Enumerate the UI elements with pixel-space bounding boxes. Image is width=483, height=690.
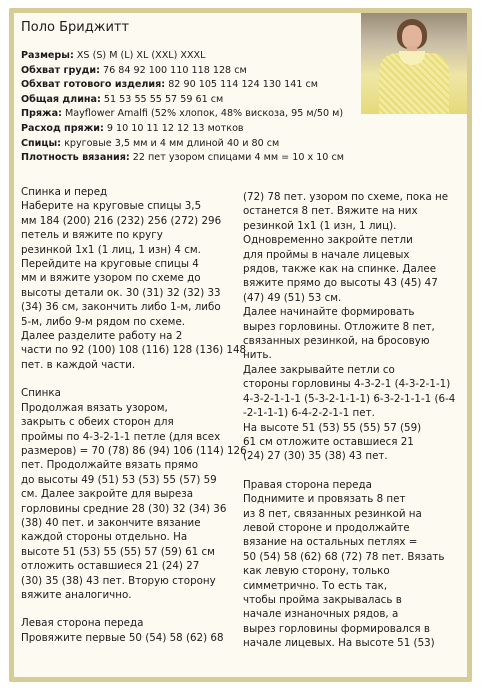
- text-line: Одновременно закройте петли: [243, 234, 413, 247]
- spec-row: [21, 78, 361, 93]
- spec-label: Обхват груди:: [21, 64, 100, 76]
- text-line: петель и вяжите по кругу: [21, 229, 163, 242]
- text-line: части по 92 (100) 108 (116) 128 (136) 148: [21, 344, 247, 357]
- text-line: (47) 49 (51) 53 см.: [243, 291, 342, 304]
- text-line: симметрично. То есть так,: [243, 579, 388, 592]
- left-column: [21, 185, 247, 659]
- text-line: Далее закрывайте петли со: [243, 363, 395, 376]
- text-line: резинкой 1х1 (1 лиц, 1 изн) 4 см.: [21, 243, 201, 256]
- right-column: [243, 190, 465, 665]
- text-line: резинкой 1х1 (1 изн, 1 лиц).: [243, 219, 397, 232]
- paragraph: [243, 305, 465, 363]
- paragraph: [243, 363, 465, 464]
- spec-row: [21, 137, 361, 152]
- text-line: начале лицевых. На высоте 51 (53): [243, 637, 435, 650]
- spec-value: 22 пет узором спицами 4 мм = 10 х 10 см: [129, 152, 344, 164]
- text-line: 4-3-2-1-1-1 (5-3-2-1-1-1) 6-3-2-1-1-1 (6-4: [243, 392, 456, 405]
- section-back-front: [21, 185, 247, 372]
- text-line: мм 184 (200) 216 (232) 256 (272) 296: [21, 214, 222, 227]
- text-line: останется 8 пет. Вяжите на них: [243, 205, 418, 218]
- spec-value: Mayflower Amalfi (52% хлопок, 48% вискоза, 95 м/50 м): [61, 108, 344, 120]
- text-line: 50 (54) 58 (62) 68 (72) 78 пет. Вязать: [243, 550, 445, 563]
- text-line: (30) 35 (38) 43 пет. Вторую сторону: [21, 574, 216, 587]
- section-heading: Спинка: [21, 387, 61, 400]
- text-line: -2-1-1-1) 6-4-2-2-1-1 пет.: [243, 407, 375, 420]
- model-photo: [361, 13, 467, 114]
- text-line: до высоты 49 (51) 53 (53) 55 (57) 59: [21, 473, 217, 486]
- spec-value: 76 84 92 100 110 118 128 см: [99, 64, 247, 76]
- spec-label: Размеры:: [21, 50, 74, 61]
- text-line: см. Далее закройте для выреза: [21, 488, 194, 501]
- spec-label: Плотность вязания:: [21, 152, 130, 164]
- text-line: Провяжите первые 50 (54) 58 (62) 68: [21, 631, 224, 644]
- text-line: (72) 78 пет. узором по схеме, пока не: [243, 191, 449, 203]
- text-line: отложить оставшиеся 21 (24) 27: [21, 560, 200, 573]
- text-line: как левую сторону, только: [243, 565, 390, 578]
- text-line: (24) 27 (30) 35 (38) 43 пет.: [243, 450, 388, 463]
- spec-value: 82 90 105 114 124 130 141 см: [165, 79, 319, 91]
- text-line: проймы по 4-3-2-1-1 петле (для всех: [21, 430, 221, 443]
- text-line: высоте 51 (53) 55 (55) 57 (59) 61 см: [21, 545, 215, 558]
- text-line: стороны горловины 4-3-2-1 (4-3-2-1-1): [243, 378, 451, 391]
- page-title: Поло Бриджитт: [21, 20, 130, 35]
- text-line: закрыть с обеих сторон для: [21, 416, 174, 429]
- spec-value: 51 53 55 55 57 59 61 см: [100, 93, 224, 105]
- section-right-front: [243, 478, 465, 651]
- text-line: из 8 пет, связанных резинкой на: [243, 507, 422, 520]
- spec-row: [21, 49, 361, 64]
- text-line: рядов, также как на спинке. Далее: [243, 263, 437, 276]
- spec-label: Расход пряжи:: [21, 122, 104, 134]
- text-line: каждой стороны отдельно. На: [21, 531, 188, 544]
- text-line: (34) 36 см, закончить либо 1-м, либо: [21, 301, 221, 314]
- paragraph: [243, 190, 465, 305]
- spec-label: Пряжа:: [21, 108, 62, 120]
- text-line: Наберите на круговые спицы 3,5: [21, 200, 202, 213]
- spec-row: [21, 64, 361, 79]
- text-line: вяжите аналогично.: [21, 588, 132, 601]
- text-line: высоты детали ок. 30 (31) 32 (32) 33: [21, 286, 221, 299]
- spec-value: круговые 3,5 мм и 4 мм длиной 40 и 80 см: [61, 137, 280, 149]
- text-line: пет. Продолжайте вязать прямо: [21, 459, 198, 472]
- section-heading: Правая сторона переда: [243, 478, 372, 491]
- text-line: связанных резинкой, на бросовую: [243, 335, 430, 348]
- text-line: вырез горловины. Отложите 8 пет,: [243, 320, 435, 333]
- spec-label: Обхват готового изделия:: [21, 79, 166, 91]
- spec-row: [21, 107, 361, 122]
- spec-label: Общая длина:: [21, 93, 101, 105]
- text-line: вязание на остальных петлях =: [243, 536, 418, 549]
- text-line: Перейдите на круговые спицы 4: [21, 258, 199, 271]
- spec-row: [21, 122, 361, 137]
- text-line: Далее начинайте формировать: [243, 306, 415, 319]
- spec-value: 9 10 10 11 12 12 13 мотков: [103, 122, 244, 134]
- text-line: для проймы в начале лицевых: [243, 248, 410, 261]
- section-heading: Левая сторона переда: [21, 617, 144, 630]
- text-line: левой стороне и продолжайте: [243, 521, 410, 534]
- text-line: мм и вяжите узором по схеме до: [21, 272, 201, 285]
- text-line: чтобы пройма закрывалась в: [243, 593, 402, 606]
- section-left-front: [21, 616, 235, 645]
- section-back: [21, 386, 247, 602]
- text-line: пет. в каждой части.: [21, 358, 136, 371]
- text-line: 61 см отложите оставшиеся 21: [243, 435, 414, 448]
- text-line: начале изнаночных рядов, а: [243, 608, 399, 621]
- text-line: На высоте 51 (53) 55 (55) 57 (59): [243, 421, 422, 434]
- text-line: горловины средние 28 (30) 32 (34) 36: [21, 502, 227, 515]
- text-line: Продолжая вязать узором,: [21, 401, 168, 414]
- text-line: вяжите прямо до высоты 43 (45) 47: [243, 277, 438, 290]
- text-line: вырез горловины формировался в: [243, 622, 430, 635]
- spec-value: XS (S) M (L) XL (XXL) XXXL: [73, 50, 206, 61]
- text-line: (38) 40 пет. и закончите вязание: [21, 516, 201, 529]
- text-line: Далее разделите работу на 2: [21, 330, 183, 343]
- text-line: размеров) = 70 (78) 86 (94) 106 (114) 126: [21, 444, 247, 457]
- section-heading: Спинка и перед: [21, 186, 108, 198]
- spec-row: [21, 151, 361, 166]
- spec-label: Спицы:: [21, 137, 62, 149]
- text-line: 5-м, либо 9-м рядом по схеме.: [21, 315, 186, 328]
- spec-row: [21, 93, 361, 108]
- text-line: Поднимите и провязать 8 пет: [243, 493, 406, 506]
- text-line: нить.: [243, 349, 272, 362]
- spec-list: [21, 49, 361, 166]
